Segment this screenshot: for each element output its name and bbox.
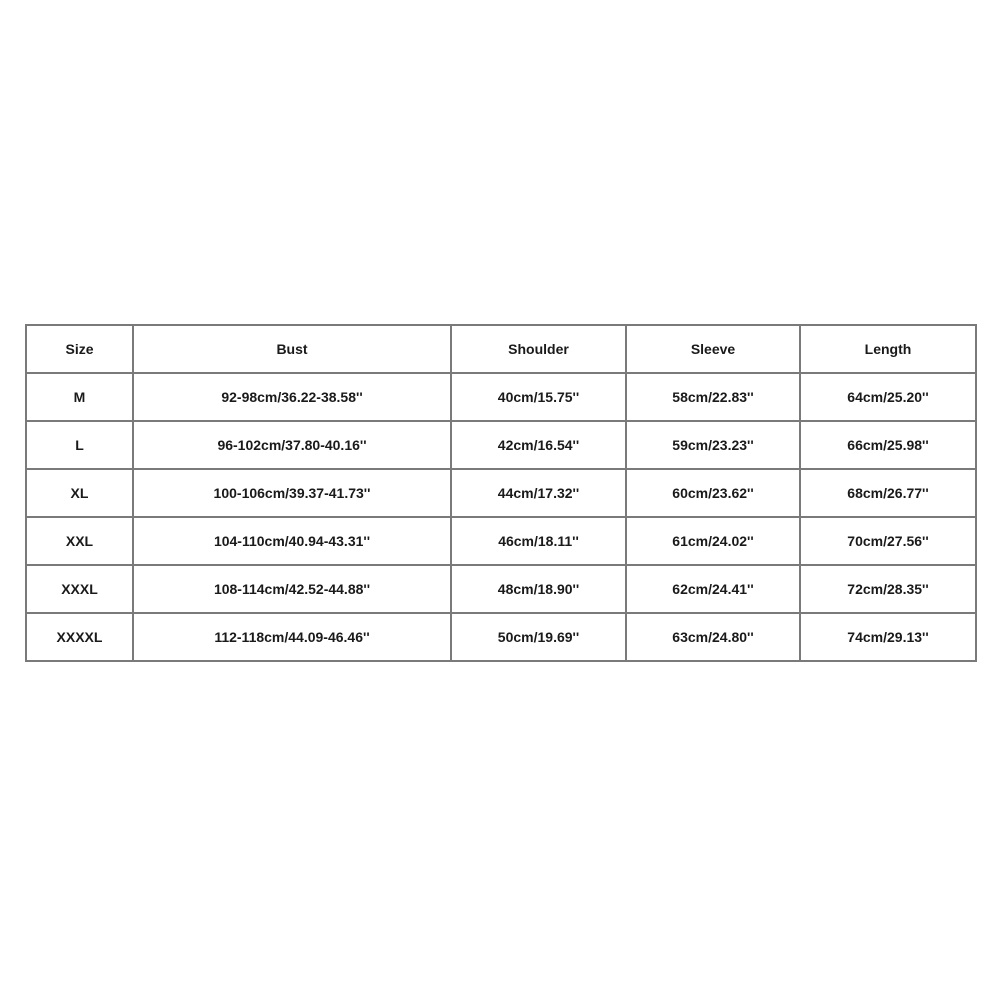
header-length: Length xyxy=(800,325,976,373)
cell-size: XXXXL xyxy=(26,613,133,661)
cell-length: 68cm/26.77'' xyxy=(800,469,976,517)
header-shoulder: Shoulder xyxy=(451,325,626,373)
table-row xyxy=(26,517,976,565)
size-chart-table xyxy=(25,324,977,662)
cell-bust: 108-114cm/42.52-44.88'' xyxy=(133,565,451,613)
cell-shoulder: 46cm/18.11'' xyxy=(451,517,626,565)
table-row xyxy=(26,469,976,517)
cell-shoulder: 40cm/15.75'' xyxy=(451,373,626,421)
cell-bust: 92-98cm/36.22-38.58'' xyxy=(133,373,451,421)
cell-sleeve: 59cm/23.23'' xyxy=(626,421,800,469)
header-sleeve: Sleeve xyxy=(626,325,800,373)
cell-shoulder: 42cm/16.54'' xyxy=(451,421,626,469)
cell-size: XXL xyxy=(26,517,133,565)
table-row xyxy=(26,565,976,613)
cell-length: 64cm/25.20'' xyxy=(800,373,976,421)
cell-length: 66cm/25.98'' xyxy=(800,421,976,469)
header-bust: Bust xyxy=(133,325,451,373)
cell-sleeve: 61cm/24.02'' xyxy=(626,517,800,565)
table-header-row xyxy=(26,325,976,373)
cell-shoulder: 44cm/17.32'' xyxy=(451,469,626,517)
cell-sleeve: 63cm/24.80'' xyxy=(626,613,800,661)
cell-sleeve: 60cm/23.62'' xyxy=(626,469,800,517)
cell-size: L xyxy=(26,421,133,469)
cell-sleeve: 58cm/22.83'' xyxy=(626,373,800,421)
cell-length: 70cm/27.56'' xyxy=(800,517,976,565)
cell-length: 72cm/28.35'' xyxy=(800,565,976,613)
cell-bust: 112-118cm/44.09-46.46'' xyxy=(133,613,451,661)
cell-shoulder: 48cm/18.90'' xyxy=(451,565,626,613)
table-row xyxy=(26,373,976,421)
table-row xyxy=(26,613,976,661)
cell-bust: 100-106cm/39.37-41.73'' xyxy=(133,469,451,517)
cell-size: XL xyxy=(26,469,133,517)
cell-bust: 96-102cm/37.80-40.16'' xyxy=(133,421,451,469)
cell-shoulder: 50cm/19.69'' xyxy=(451,613,626,661)
cell-size: M xyxy=(26,373,133,421)
cell-size: XXXL xyxy=(26,565,133,613)
table-row xyxy=(26,421,976,469)
cell-sleeve: 62cm/24.41'' xyxy=(626,565,800,613)
cell-length: 74cm/29.13'' xyxy=(800,613,976,661)
header-size: Size xyxy=(26,325,133,373)
cell-bust: 104-110cm/40.94-43.31'' xyxy=(133,517,451,565)
